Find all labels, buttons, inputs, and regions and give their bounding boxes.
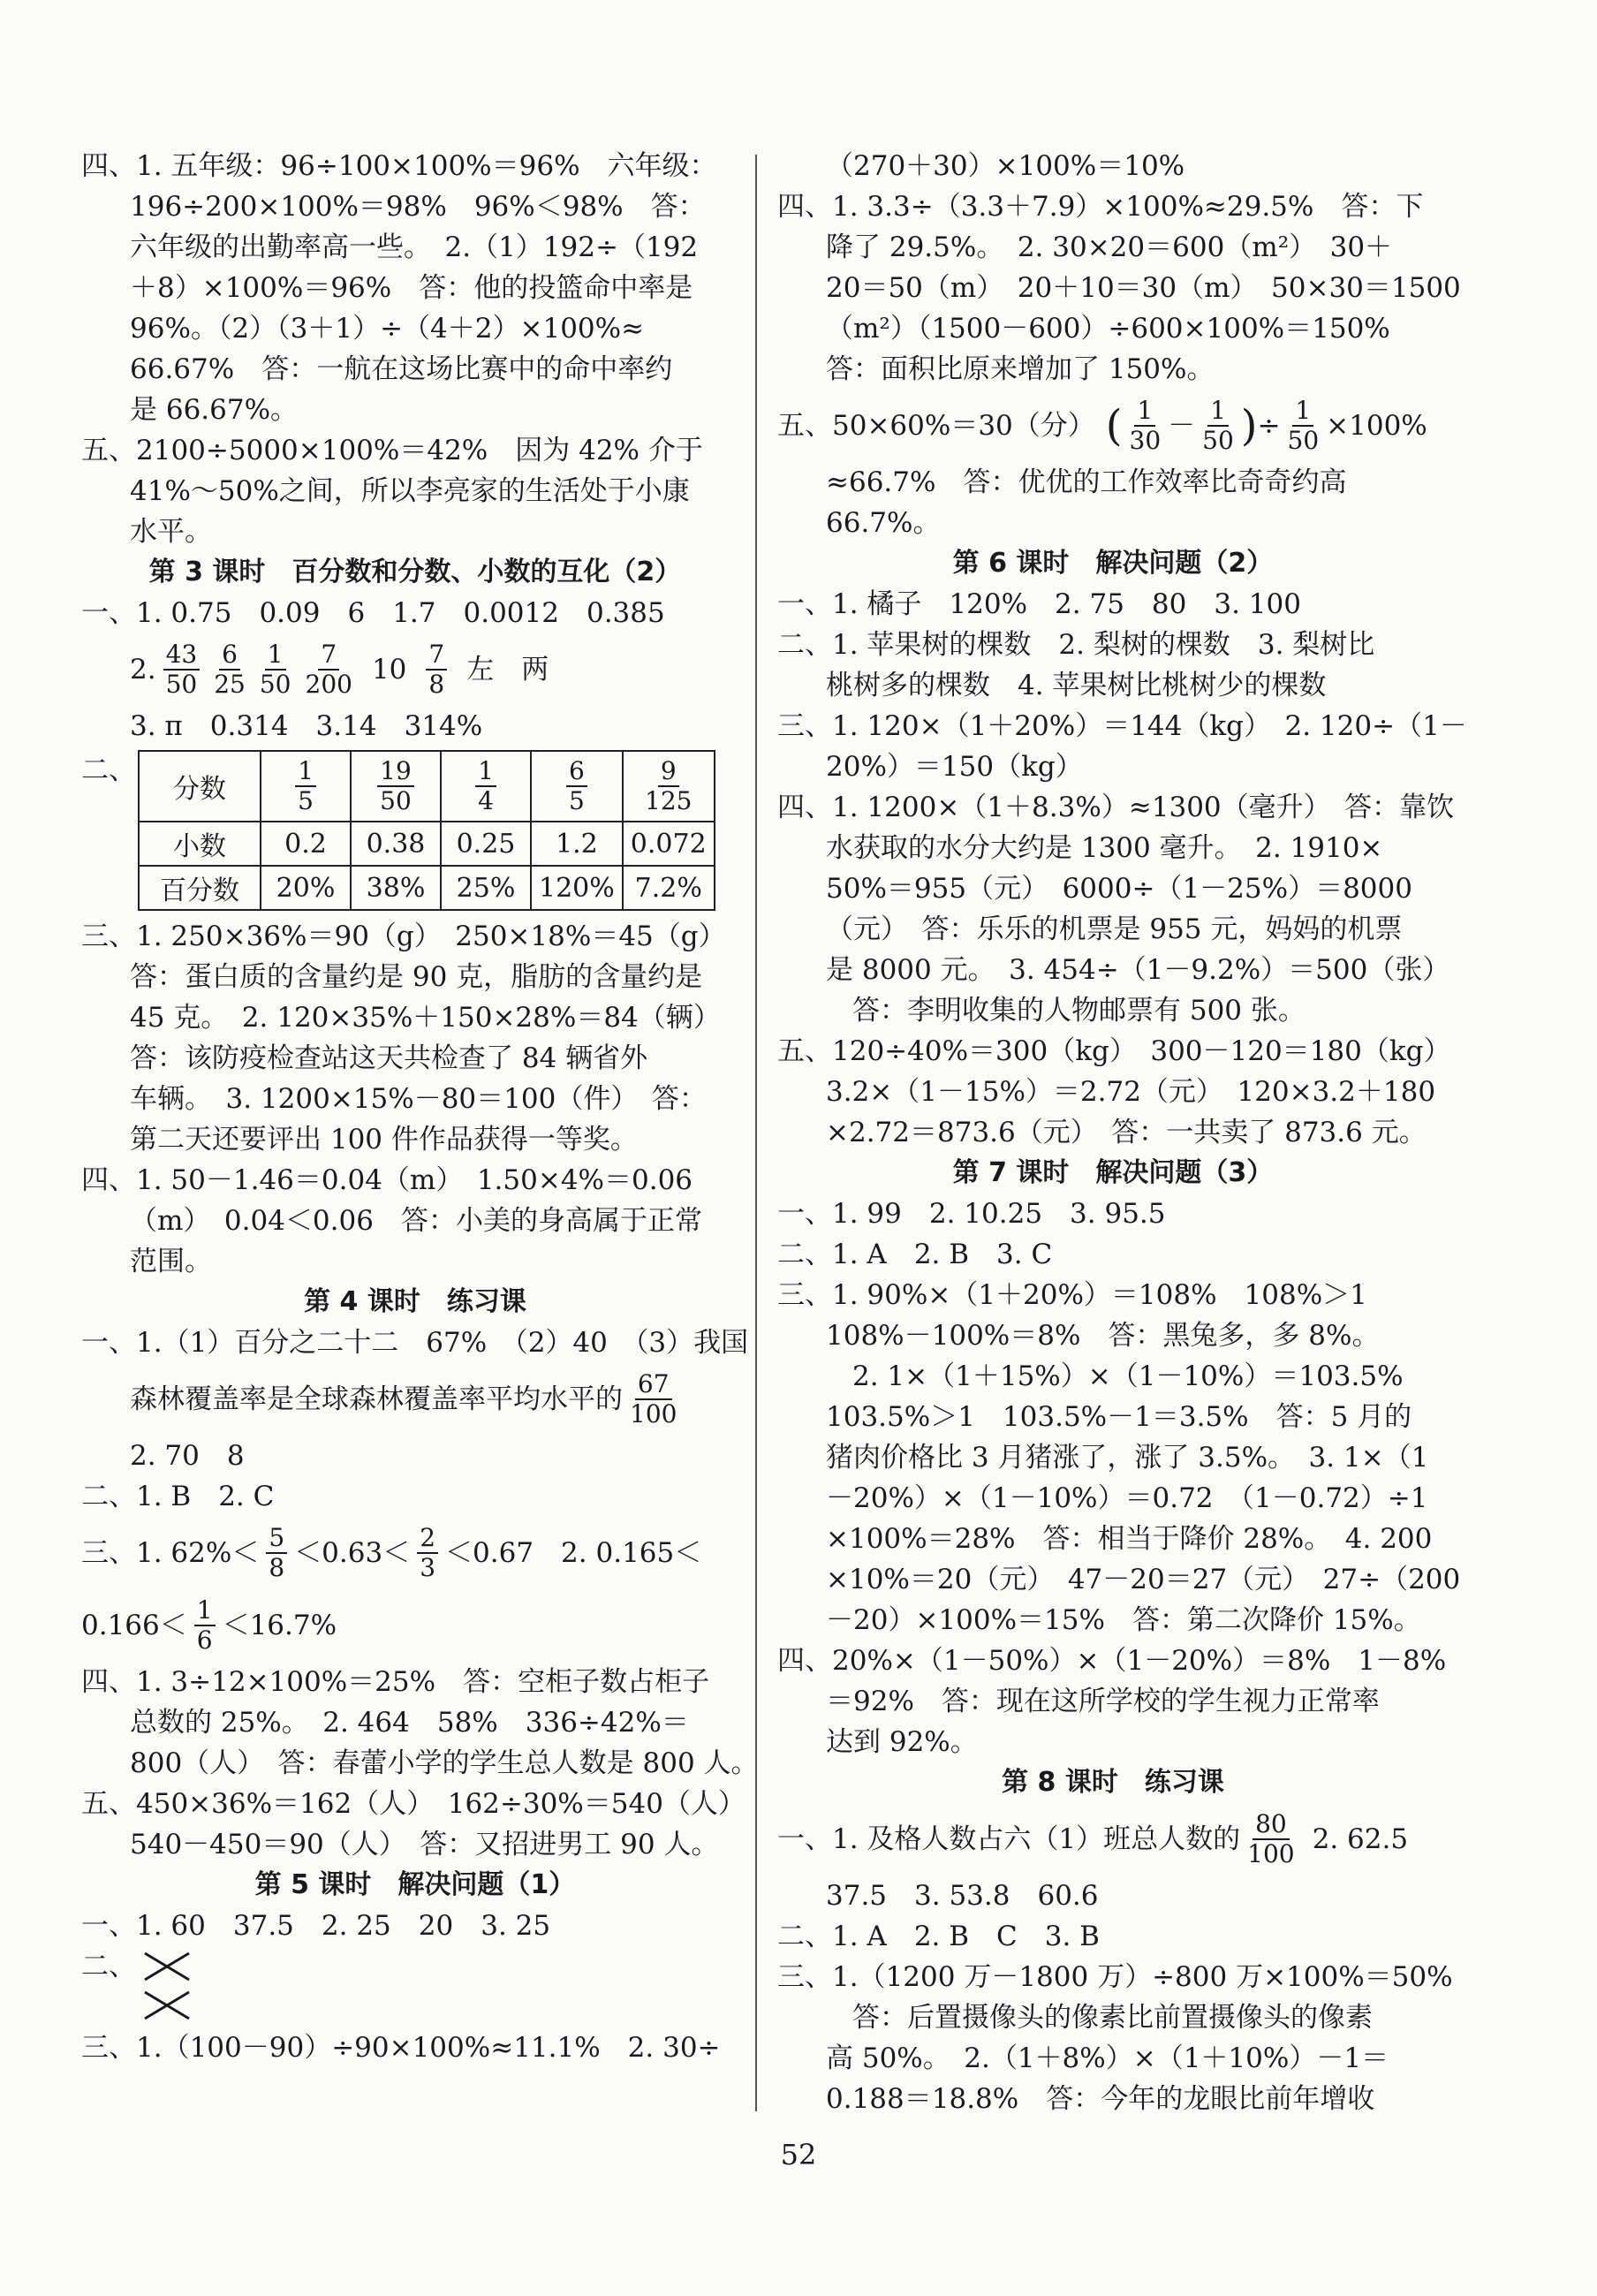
text-line: 车辆。 3. 1200×15%－80＝100（件） 答： <box>130 1083 707 1115</box>
numerator: 19 <box>377 757 414 787</box>
text-line: 第二天还要评出 100 件作品获得一等奖。 <box>130 1124 638 1156</box>
numerator: 1 <box>295 757 316 787</box>
text-line: 3. π 0.314 3.14 314% <box>130 710 483 742</box>
lesson-title: 第 5 课时 解决问题（1） <box>254 1869 576 1900</box>
text-line: 桃树多的棵数 4. 苹果树比桃树少的棵数 <box>826 670 1327 701</box>
text-line: 四、1. 1200×（1＋8.3%）≈1300（毫升） 答：靠饮 <box>777 792 1455 823</box>
text-line: 五、2100÷5000×100%＝42% 因为 42% 介于 <box>81 435 703 466</box>
text-line: 五、120÷40%＝300（kg） 300－120＝180（kg） <box>777 1035 1451 1067</box>
table-cell: 20% <box>261 866 351 910</box>
text-line: 高 50%。 2.（1＋8%）×（1＋10%）－1＝ <box>826 2042 1389 2074</box>
lesson-title: 第 6 课时 解决问题（2） <box>952 548 1274 579</box>
text-line: （m²）（1500－600）÷600×100%＝150% <box>826 313 1390 345</box>
text-line: 一、1. 99 2. 10.25 3. 95.5 <box>777 1198 1166 1230</box>
text-line: 四、1. 3.3÷（3.3＋7.9）×100%≈29.5% 答：下 <box>777 191 1424 223</box>
matching-cross-icon <box>141 1946 194 2026</box>
text-line: 540－450＝90（人） 答：又招进男工 90 人。 <box>130 1829 719 1860</box>
text-line: 是 66.67%。 <box>130 394 299 426</box>
text-line: 103.5%＞1 103.5%－1＝3.5% 答：5 月的 <box>826 1401 1412 1433</box>
denominator: 100 <box>630 1399 677 1428</box>
text: ×100% <box>1326 410 1427 442</box>
denominator: 6 <box>196 1625 213 1655</box>
text-line: 达到 92%。 <box>826 1726 978 1758</box>
fraction <box>295 757 316 815</box>
text-line: 20＝50（m） 20＋10＝30（m） 50×30＝1500 <box>826 272 1461 304</box>
text-line: 水获取的水分大约是 1300 毫升。 2. 1910× <box>826 832 1383 864</box>
left-column <box>81 146 759 2068</box>
fraction <box>194 1596 216 1655</box>
table-row <box>139 866 715 910</box>
fraction <box>1202 397 1234 455</box>
denominator: 50 <box>1202 426 1234 455</box>
section-label: 二、 <box>81 1951 136 1982</box>
text: ＜0.63＜ <box>294 1537 411 1569</box>
text-line: （元） 答：乐乐的机票是 955 元，妈妈的机票 <box>826 913 1403 945</box>
text-line: （m） 0.04＜0.06 答：小美的身高属于正常 <box>130 1205 702 1237</box>
text-line: 猪肉价格比 3 月猪涨了，涨了 3.5%。 3. 1×（1 <box>826 1442 1429 1474</box>
text-line: 800（人） 答：春蕾小学的学生总人数是 800 人。 <box>130 1747 759 1779</box>
numerator: 5 <box>266 1524 287 1554</box>
numerator: 7 <box>426 640 447 671</box>
text-line: 66.67% 答：一航在这场比赛中的命中率约 <box>130 353 673 385</box>
text-line: ＋8）×100%＝96% 答：他的投篮命中率是 <box>130 272 693 304</box>
denominator: 200 <box>305 670 352 699</box>
lesson-title: 第 3 课时 百分数和分数、小数的互化（2） <box>148 557 682 587</box>
text-line: －20）×100%＝15% 答：第二次降价 15%。 <box>826 1604 1421 1636</box>
fraction <box>306 640 352 699</box>
fraction <box>566 757 587 815</box>
text-line: 一、1. 60 37.5 2. 25 20 3. 25 <box>81 1910 551 1942</box>
table-row <box>139 822 715 866</box>
row-header: 百分数 <box>139 866 261 910</box>
table-cell <box>531 751 623 822</box>
text: 一、1. 及格人数占六（1）班总人数的 <box>777 1823 1241 1855</box>
text: ＜0.67 2. 0.165＜ <box>445 1537 702 1569</box>
matching-line <box>81 1946 749 2027</box>
text-line: 范围。 <box>130 1246 212 1277</box>
text-line: 三、1.（1200 万－1800 万）÷800 万×100%＝50% <box>777 1961 1453 1993</box>
table-cell: 0.25 <box>441 822 531 866</box>
text: 左 两 <box>466 654 549 686</box>
text: 2. 62.5 <box>1312 1823 1409 1855</box>
denominator: 8 <box>269 1553 285 1582</box>
denominator: 5 <box>298 786 314 815</box>
fraction <box>630 1370 677 1428</box>
text-line: 二、1. A 2. B 3. C <box>777 1239 1053 1270</box>
text: 0.166＜ <box>81 1610 187 1641</box>
text-line: 3.2×（1－15%）＝2.72（元） 120×3.2＋180 <box>826 1076 1436 1108</box>
numerator: 6 <box>566 757 587 787</box>
table-row <box>139 751 715 822</box>
text-line: 0.188＝18.8% 答：今年的龙眼比前年增收 <box>826 2083 1375 2115</box>
text: ＜16.7% <box>222 1610 337 1641</box>
text-line: 四、1. 3÷12×100%＝25% 答：空柜子数占柜子 <box>81 1666 710 1698</box>
table-cell: 0.38 <box>351 822 441 866</box>
text-line: 二、1. B 2. C <box>81 1481 275 1512</box>
text-line: 答：蛋白质的含量约是 90 克，脂肪的含量约是 <box>130 961 703 993</box>
table-cell: 120% <box>531 866 623 910</box>
text: 三、1. 62%＜ <box>81 1537 260 1569</box>
text-line: ≈66.7% 答：优优的工作效率比奇奇约高 <box>826 466 1347 498</box>
fraction <box>417 1524 438 1582</box>
lesson-title: 第 7 课时 解决问题（3） <box>952 1157 1274 1188</box>
text-line: 五、450×36%＝162（人） 162÷30%＝540（人） <box>81 1788 746 1820</box>
numerator: 1 <box>1292 397 1313 427</box>
text-line: 答：该防疫检查站这天共检查了 84 辆省外 <box>130 1042 648 1074</box>
denominator: 50 <box>165 670 198 699</box>
column-divider <box>755 155 757 2111</box>
text-line: 三、1. 120×（1＋20%）＝144（kg） 2. 120÷（1－ <box>777 710 1467 742</box>
text-line: 四、1. 50－1.46＝0.04（m） 1.50×4%＝0.06 <box>81 1164 693 1196</box>
denominator: 8 <box>428 670 445 699</box>
numerator: 7 <box>318 640 339 671</box>
denominator: 30 <box>1129 426 1162 455</box>
text-line: 一、1. 0.75 0.09 6 1.7 0.0012 0.385 <box>81 597 665 629</box>
text-line: 降了 29.5%。 2. 30×20＝600（m²） 30＋ <box>826 231 1393 263</box>
fraction-line <box>81 1517 749 1589</box>
fraction-line <box>81 1363 749 1436</box>
numerator: 1 <box>1207 397 1229 427</box>
text-line: 37.5 3. 53.8 60.6 <box>826 1880 1099 1912</box>
text: 森林覆盖率是全球森林覆盖率平均水平的 <box>130 1383 623 1415</box>
text-line: －20%）×（1－10%）＝0.72 （1－0.72）÷1 <box>826 1482 1428 1514</box>
lesson-title: 第 4 课时 练习课 <box>304 1286 526 1317</box>
text-line: 三、1. 90%×（1＋20%）＝108% 108%＞1 <box>777 1279 1367 1311</box>
fraction <box>260 640 291 699</box>
text-line: 20%）＝150（kg） <box>826 751 1083 783</box>
text-line: ＝92% 答：现在这所学校的学生视力正常率 <box>826 1686 1380 1717</box>
text-line: ×10%＝20（元） 47－20＝27（元） 27÷（200 <box>826 1564 1461 1595</box>
text-line: 答：李明收集的人物邮票有 500 张。 <box>852 995 1306 1027</box>
text-line: 答：后置摄像头的像素比前置摄像头的像素 <box>852 2002 1373 2034</box>
table-cell <box>351 751 441 822</box>
text-line: 四、20%×（1－50%）×（1－20%）＝8% 1－8% <box>777 1645 1447 1677</box>
fraction <box>377 757 414 815</box>
page-number: 52 <box>780 2138 817 2171</box>
text-line: 总数的 25%。 2. 464 58% 336÷42%＝ <box>130 1707 689 1739</box>
numerator: 1 <box>475 757 496 787</box>
text-line: ×100%＝28% 答：相当于降价 28%。 4. 200 <box>826 1523 1433 1555</box>
text-line: 二、1. 苹果树的棵数 2. 梨树的棵数 3. 梨树比 <box>777 629 1375 661</box>
text-line: 196÷200×100%＝98% 96%＜98% 答： <box>130 191 706 223</box>
table-cell <box>441 751 531 822</box>
fraction <box>214 640 246 699</box>
denominator: 5 <box>568 786 585 815</box>
text-line: 一、1.（1）百分之二十二 67% （2）40 （3）我国 <box>81 1327 749 1359</box>
numerator: 1 <box>194 1596 216 1626</box>
numerator: 9 <box>658 757 679 787</box>
lesson-title: 第 8 课时 练习课 <box>1002 1767 1224 1798</box>
text-line: 50%＝955（元） 6000÷（1－25%）＝8000 <box>826 873 1412 905</box>
conversion-table <box>138 750 715 911</box>
conversion-table-block <box>81 750 749 911</box>
fraction <box>645 757 692 815</box>
fraction <box>1288 397 1320 455</box>
fraction <box>266 1524 287 1582</box>
numerator: 2 <box>417 1524 438 1554</box>
denominator: 25 <box>214 670 246 699</box>
denominator: 4 <box>478 786 494 815</box>
fraction-line: 五、50×60%＝30（分） ( $\frac{1}{30}$ － $\frac{1}{50}$ ) ÷ $\frac{1}{50}$ ×100% <box>777 396 1427 455</box>
text-line: 三、1. 250×36%＝90（g） 250×18%＝45（g） <box>81 921 726 952</box>
text: 五、50×60%＝30（分） <box>777 410 1095 442</box>
denominator: 50 <box>1287 426 1320 455</box>
numerator: 6 <box>219 640 240 671</box>
numerator: 43 <box>163 640 201 671</box>
row-header: 分数 <box>139 751 261 822</box>
table-cell: 25% <box>441 866 531 910</box>
table-cell: 7.2% <box>623 866 715 910</box>
text-line: 108%－100%＝8% 答：黑兔多，多 8%。 <box>826 1320 1380 1352</box>
text-line: 96%。（2）（3＋1）÷（4＋2）×100%≈ <box>130 313 645 345</box>
numerator: 1 <box>1134 397 1155 427</box>
text-line: 2. 1×（1＋15%）×（1－10%）＝103.5% <box>852 1360 1404 1392</box>
table-cell: 0.2 <box>261 822 351 866</box>
fraction <box>426 640 447 699</box>
denominator: 50 <box>259 670 291 699</box>
denominator: 125 <box>645 786 693 815</box>
text-line: 45 克。 2. 120×35%＋150×28%＝84（辆） <box>130 1002 721 1034</box>
table-cell: 0.072 <box>623 822 715 866</box>
denominator: 3 <box>420 1553 436 1582</box>
text-line: 是 8000 元。 3. 454÷（1－9.2%）＝500（张） <box>826 954 1450 986</box>
text-line: （270＋30）×100%＝10% <box>826 150 1185 182</box>
text-line: 2. 70 8 <box>130 1440 245 1472</box>
section-label: 二、 <box>81 754 136 786</box>
text-line: 三、1.（100－90）÷90×100%≈11.1% 2. 30÷ <box>81 2032 721 2064</box>
fraction <box>1130 397 1162 455</box>
table-cell: 38% <box>351 866 441 910</box>
numerator: 80 <box>1253 1810 1290 1840</box>
text-line: 六年级的出勤率高一些。 2.（1）192÷（192 <box>130 231 699 263</box>
denominator: 50 <box>380 786 412 815</box>
text-line: 一、1. 橘子 120% 2. 75 80 3. 100 <box>777 588 1301 620</box>
row-header: 小数 <box>139 822 261 866</box>
value: 10 <box>371 654 407 686</box>
right-column <box>777 146 1467 2119</box>
fraction <box>1247 1810 1294 1868</box>
numerator: 1 <box>265 640 286 671</box>
text-line: 水平。 <box>130 516 212 548</box>
fraction-line <box>81 633 749 706</box>
fraction <box>475 757 496 815</box>
denominator: 100 <box>1247 1839 1295 1868</box>
fraction-line <box>81 1589 749 1662</box>
text-line: 答：面积比原来增加了 150%。 <box>826 353 1215 385</box>
text-line: 41%～50%之间，所以李亮家的生活处于小康 <box>130 475 690 507</box>
item-number: 2. <box>130 654 156 686</box>
numerator: 67 <box>635 1370 672 1400</box>
text-line: 二、1. A 2. B C 3. B <box>777 1921 1100 1952</box>
table-cell <box>623 751 715 822</box>
text-line: 66.7%。 <box>826 507 941 539</box>
text-line: ×2.72＝873.6（元） 答：一共卖了 873.6 元。 <box>826 1117 1427 1148</box>
text-line: 四、1. 五年级：96÷100×100%＝96% 六年级： <box>81 150 717 182</box>
fraction-line <box>777 1803 1449 1875</box>
table-cell <box>261 751 351 822</box>
table-cell: 1.2 <box>531 822 623 866</box>
fraction <box>163 640 201 699</box>
